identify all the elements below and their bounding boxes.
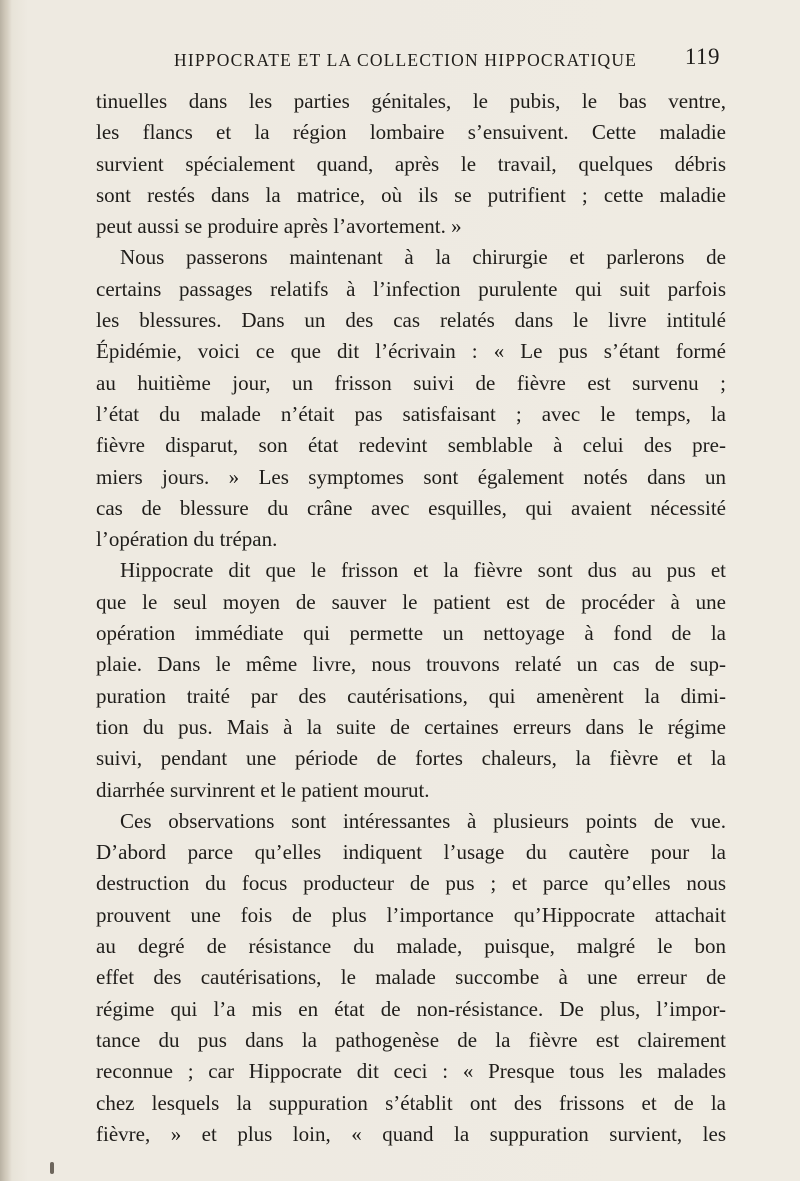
text-line: opération immédiate qui permette un nettoyage à fond de la	[96, 621, 726, 646]
text-line: peut aussi se produire après l’avortement. »	[96, 214, 462, 239]
text-line: survient spécialement quand, après le travail, quelques débris	[96, 151, 726, 176]
text-line: tinuelles dans les parties génitales, le pubis, le bas ventre,	[96, 89, 726, 113]
text-line: fièvre disparut, son état redevint semblable à celui des pre-	[96, 433, 726, 458]
text-line: cas de blessure du crâne avec esquilles, qui avaient nécessité	[96, 495, 726, 520]
text-line: Épidémie, voici ce que dit l’écrivain : « Le pus s’étant formé	[96, 339, 726, 364]
binding-edge	[0, 0, 12, 1181]
text-line: tion du pus. Mais à la suite de certaines erreurs dans le régime	[96, 714, 726, 739]
body-text	[96, 86, 726, 1150]
text-line: les flancs et la région lombaire s’ensuivent. Cette maladie	[96, 120, 726, 145]
text-line: chez lesquels la suppuration s’établit ont des frissons et de la	[96, 1090, 726, 1115]
running-head	[96, 44, 720, 74]
paragraph-first-line: Hippocrate dit que le frisson et la fièvre sont dus au pus et	[120, 558, 726, 583]
text-line: miers jours. » Les symptomes sont également notés dans un	[96, 464, 726, 489]
paragraph-first-line: Ces observations sont intéressantes à plusieurs points de vue.	[120, 808, 726, 833]
text-line: certains passages relatifs à l’infection purulente qui suit parfois	[96, 276, 726, 301]
page-number: 119	[684, 44, 720, 69]
text-line: au degré de résistance du malade, puisque, malgré le bon	[96, 934, 726, 959]
text-line: suivi, pendant une période de fortes chaleurs, la fièvre et la	[96, 746, 726, 771]
ink-mark	[50, 1162, 54, 1174]
text-line: les blessures. Dans un des cas relatés dans le livre intitulé	[96, 308, 726, 333]
running-title: HIPPOCRATE ET LA COLLECTION HIPPOCRATIQUE	[174, 50, 638, 70]
text-line: effet des cautérisations, le malade succombe à une erreur de	[96, 965, 726, 990]
text-line: diarrhée survinrent et le patient mourut.	[96, 777, 430, 802]
paragraph-first-line: Nous passerons maintenant à la chirurgie et parlerons de	[120, 245, 726, 270]
text-line: plaie. Dans le même livre, nous trouvons relaté un cas de sup-	[96, 652, 726, 677]
text-line: l’état du malade n’était pas satisfaisant ; avec le temps, la	[96, 401, 726, 426]
text-line: prouvent une fois de plus l’importance qu’Hippocrate attachait	[96, 902, 726, 927]
text-line: puration traité par des cautérisations, qui amenèrent la dimi-	[96, 683, 726, 708]
text-line: que le seul moyen de sauver le patient est de procéder à une	[96, 589, 726, 614]
text-line: tance du pus dans la pathogenèse de la fièvre est clairement	[96, 1027, 726, 1052]
text-line: destruction du focus producteur de pus ; et parce qu’elles nous	[96, 871, 726, 896]
text-line: sont restés dans la matrice, où ils se putrifient ; cette maladie	[96, 182, 726, 207]
text-line: D’abord parce qu’elles indiquent l’usage du cautère pour la	[96, 840, 726, 865]
text-line: fièvre, » et plus loin, « quand la suppuration survient, les	[96, 1121, 726, 1146]
text-line: au huitième jour, un frisson suivi de fièvre est survenu ;	[96, 370, 726, 395]
text-line: reconnue ; car Hippocrate dit ceci : « Presque tous les malades	[96, 1059, 726, 1084]
text-line: l’opération du trépan.	[96, 527, 278, 552]
text-line: régime qui l’a mis en état de non-résistance. De plus, l’impor-	[96, 996, 726, 1021]
